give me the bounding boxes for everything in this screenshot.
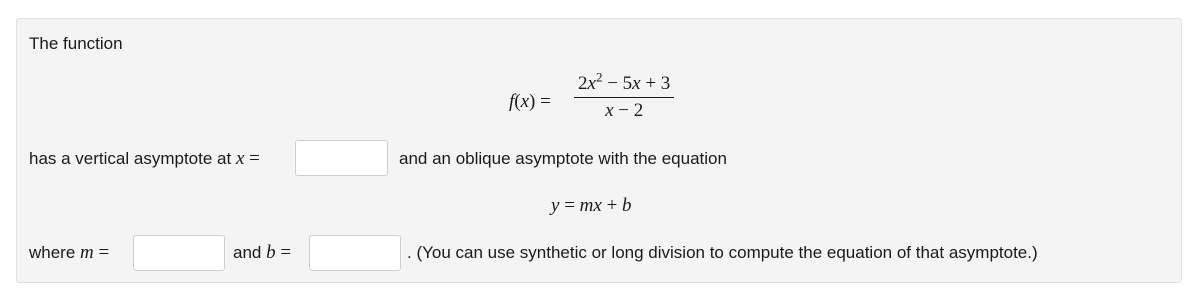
intro-text: The function bbox=[29, 34, 123, 53]
vertical-asymptote-label: has a vertical asymptote at x = bbox=[29, 148, 260, 169]
question-panel bbox=[16, 18, 1182, 283]
b-input[interactable] bbox=[310, 236, 400, 270]
function-numerator: $2x^2 - 5x + 3$ bbox=[574, 74, 674, 98]
vertical-asymptote-answer-box[interactable] bbox=[295, 140, 388, 176]
vertical-asymptote-input[interactable] bbox=[296, 141, 387, 175]
function-lhs: f(x) = bbox=[509, 91, 551, 112]
m-answer-box[interactable] bbox=[133, 235, 225, 271]
function-denominator: x − 2 bbox=[605, 100, 644, 121]
function-fraction bbox=[574, 69, 674, 121]
m-input[interactable] bbox=[134, 236, 224, 270]
hint-text: . (You can use synthetic or long division to compute the equation of that asymptote.) bbox=[407, 243, 1038, 262]
oblique-asymptote-text: and an oblique asymptote with the equation bbox=[399, 149, 727, 168]
m-label: where m = bbox=[29, 242, 110, 263]
asymptote-equation: y = mx + b bbox=[551, 195, 632, 216]
b-label: and b = bbox=[233, 242, 292, 263]
b-answer-box[interactable] bbox=[309, 235, 401, 271]
